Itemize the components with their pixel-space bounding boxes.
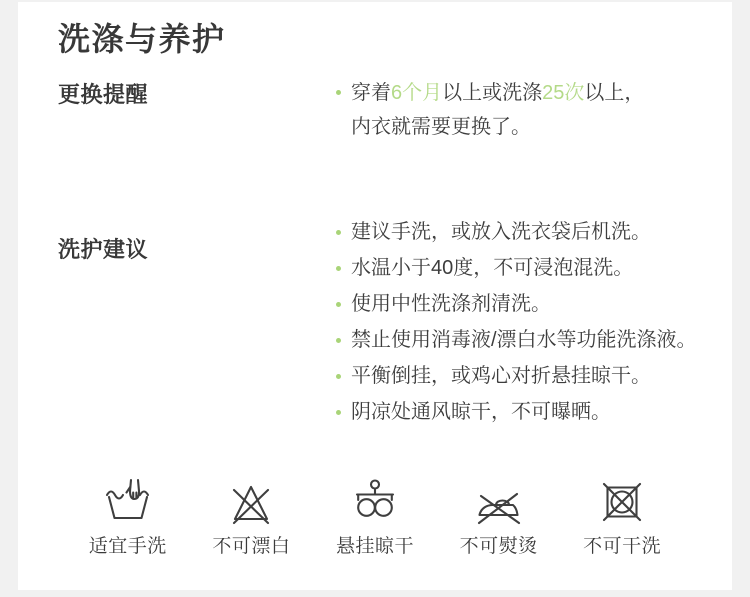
bullet-dot-icon — [336, 410, 341, 415]
bullet-dot-icon — [336, 302, 341, 307]
no-dry-clean-icon — [598, 478, 646, 526]
care-symbol-no-iron — [437, 478, 561, 558]
list-item: 平衡倒挂，或鸡心对折悬挂晾干。 — [336, 358, 736, 394]
bullet-dot-icon — [336, 266, 341, 271]
hang-dry-icon — [351, 478, 399, 526]
reminder-text-line1: 穿着6个月以上或洗涤25次以上， — [351, 82, 645, 104]
care-symbol-label: 适宜手洗 — [88, 536, 167, 557]
list-item: 水温小于40度，不可浸泡混洗。 — [336, 250, 736, 286]
section-label-replace-reminder: 更换提醒 — [58, 82, 149, 107]
care-symbols-row — [66, 478, 684, 558]
care-symbol-no-bleach — [190, 478, 314, 558]
list-item: 建议手洗，或放入洗衣袋后机洗。 — [336, 214, 736, 250]
no-iron-icon — [475, 478, 523, 526]
wash-advice-content — [336, 214, 736, 430]
advice-group-1 — [336, 214, 736, 358]
care-symbol-label: 不可漂白 — [212, 536, 291, 557]
care-symbol-no-dry-clean — [560, 478, 684, 558]
reminder-text-line2: 内衣就需要更换了。 — [351, 116, 531, 138]
bullet-dot-icon — [336, 338, 341, 343]
list-item: 阴凉处通风晾干，不可曝晒。 — [336, 394, 736, 430]
no-bleach-icon — [227, 478, 275, 526]
hand-wash-icon — [104, 478, 152, 526]
care-symbol-hang-dry — [313, 478, 437, 558]
replace-reminder-content — [336, 76, 724, 144]
list-item: 使用中性洗涤剂清洗。 — [336, 286, 736, 322]
care-symbol-hand-wash — [66, 478, 190, 558]
page-title: 洗涤与养护 — [58, 21, 226, 57]
list-item: 禁止使用消毒液/漂白水等功能洗涤液。 — [336, 322, 736, 358]
highlight-months: 6个月 — [391, 82, 443, 104]
advice-group-2 — [336, 358, 736, 430]
bullet-dot-icon — [336, 374, 341, 379]
care-symbol-label: 不可熨烫 — [459, 536, 538, 557]
bullet-dot-icon — [336, 90, 341, 95]
bullet-dot-icon — [336, 230, 341, 235]
highlight-wash-count: 25次 — [542, 82, 585, 104]
list-item — [336, 76, 724, 110]
care-symbol-label: 悬挂晾干 — [335, 536, 414, 557]
care-symbol-label: 不可干洗 — [583, 536, 662, 557]
care-instructions-card — [18, 2, 732, 590]
section-label-wash-advice: 洗护建议 — [58, 237, 149, 262]
